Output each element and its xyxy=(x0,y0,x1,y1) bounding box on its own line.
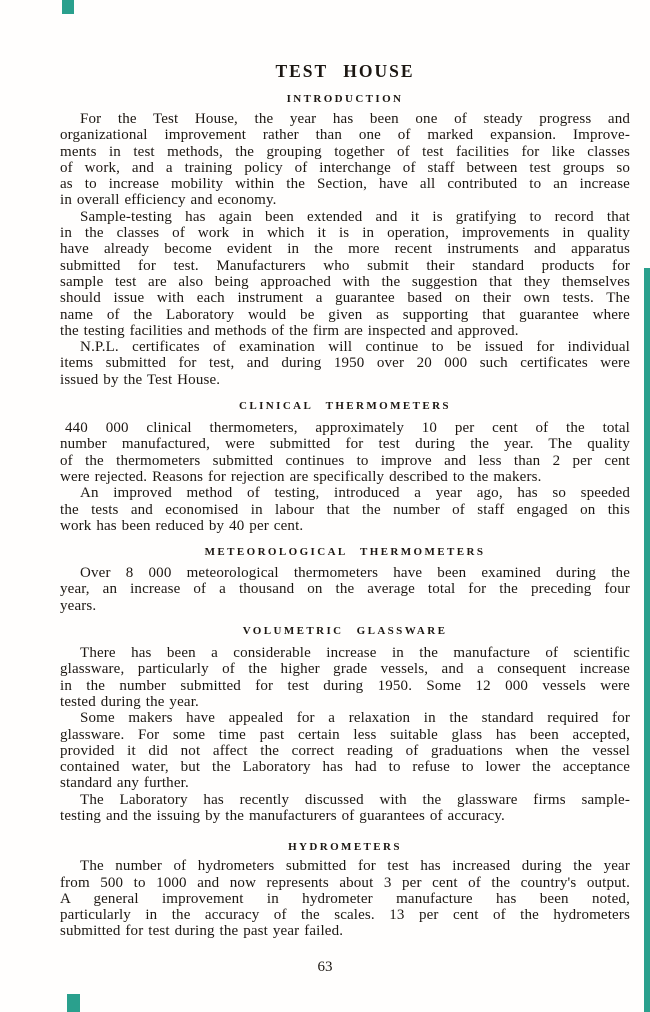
text-line: in the number submitted for test during 1950. Some 12 000 vessels were xyxy=(60,677,630,694)
text-line: in the classes of work in which it is in operation, improvements in quality xyxy=(60,225,630,242)
text-line: number manufactured, were submitted for test during the year. The quality xyxy=(60,436,630,453)
paragraph xyxy=(60,565,630,614)
text-line: The Laboratory has recently discussed with the glassware firms sample- xyxy=(80,791,630,808)
text-line: Some makers have appealed for a relaxation in the standard required for xyxy=(80,710,630,727)
text-line: issued by the Test House. xyxy=(60,371,221,388)
paragraph xyxy=(60,710,630,791)
text-line: in overall efficiency and economy. xyxy=(60,192,277,209)
text-line: The number of hydrometers submitted for test has increased during the year xyxy=(80,858,630,875)
text-line: An improved method of testing, introduced a year ago, has so speeded xyxy=(80,485,630,502)
text-line: glassware, particularly of the higher grade vessels, and a consequent increase xyxy=(60,661,630,678)
text-line: have already become evident in the more recent instruments and apparatus xyxy=(60,241,630,258)
section-clinical-thermometers xyxy=(60,401,630,534)
text-line: N.P.L. certificates of examination will continue to be issued for individual xyxy=(80,339,630,356)
paragraph xyxy=(60,339,630,388)
text-line: tested during the year. xyxy=(60,693,199,710)
text-line: should issue with each instrument a guarantee based on their own tests. The xyxy=(60,290,630,307)
paragraph xyxy=(60,209,630,339)
text-line: were rejected. Reasons for rejection are specifically described to the makers. xyxy=(60,468,542,485)
text-line: 440 000 clinical thermometers, approximately 10 per cent of the total xyxy=(65,420,630,437)
text-line: of work, and a training policy of interchange of staff between test groups so xyxy=(60,159,630,176)
text-line: the testing facilities and methods of the firm are inspected and approved. xyxy=(60,322,519,339)
section-heading: HYDROMETERS xyxy=(288,841,402,854)
text-line: the tests and economised in labour that the number of staff engaged on this xyxy=(60,501,630,518)
text-line: contained water, but the Laboratory has had to refuse to lower the acceptance xyxy=(60,759,630,776)
text-line: particularly in the accuracy of the scales. 13 per cent of the hydrometers xyxy=(60,907,630,924)
section-heading: CLINICAL THERMOMETERS xyxy=(239,400,451,413)
text-line: submitted for test. Manufacturers who submit their standard products for xyxy=(60,257,630,274)
text-line: years. xyxy=(60,597,97,614)
text-line: For the Test House, the year has been one of steady progress and xyxy=(80,111,630,127)
text-line: items submitted for test, and during 1950 over 20 000 such certificates were xyxy=(60,355,630,372)
section-meteorological-thermometers xyxy=(60,547,630,614)
text-line: provided it did not affect the correct reading of graduations when the vessel xyxy=(60,742,630,759)
text-block xyxy=(60,0,630,940)
page-title: TEST HOUSE xyxy=(275,61,415,81)
text-line: ments in test methods, the grouping together of test facilities for like classes xyxy=(60,143,630,160)
scan-edge-mark-right xyxy=(644,268,650,1012)
text-line: submitted for test during the past year failed. xyxy=(60,923,344,940)
section-volumetric-glassware xyxy=(60,626,630,824)
section-hydrometers xyxy=(60,842,630,939)
text-line: name of the Laboratory would be given as supporting that guarantee where xyxy=(60,306,630,323)
text-line: Sample-testing has again been extended and it is gratifying to record that xyxy=(80,208,630,225)
text-line: There has been a considerable increase in the manufacture of scientific xyxy=(80,645,630,662)
text-line: Over 8 000 meteorological thermometers have been examined during the xyxy=(80,565,630,582)
text-line: work has been reduced by 40 per cent. xyxy=(60,517,304,534)
paragraph xyxy=(60,792,630,825)
paragraph xyxy=(60,420,630,485)
paragraph xyxy=(60,858,630,939)
text-line: as to increase mobility within the Section, have all contributed to an increase xyxy=(60,176,630,193)
text-line: standard any further. xyxy=(60,775,189,792)
text-line: A general improvement in hydrometer manufacture has been noted, xyxy=(60,890,630,907)
section-heading: INTRODUCTION xyxy=(286,93,404,105)
text-line: from 500 to 1000 and now represents about 3 per cent of the country's output. xyxy=(60,874,630,891)
text-line: testing and the issuing by the manufacturers of guarantees of accuracy. xyxy=(60,807,505,824)
text-line: year, an increase of a thousand on the average total for the preceding four xyxy=(60,581,630,598)
page-number: 63 xyxy=(317,959,333,975)
paragraph xyxy=(60,485,630,534)
section-heading: VOLUMETRIC GLASSWARE xyxy=(242,625,448,638)
text-line: sample test are also being approached with the suggestion that they themselves xyxy=(60,273,630,290)
paragraph xyxy=(60,111,630,209)
text-line: of the thermometers submitted continues to improve and less than 2 per cent xyxy=(60,452,630,469)
text-line: glassware. For some time past certain less suitable glass has been accepted, xyxy=(60,726,630,743)
paragraph xyxy=(60,645,630,710)
scan-edge-mark-bottom xyxy=(67,994,80,1012)
text-line: organizational improvement rather than one of marked expansion. Improve- xyxy=(60,127,630,144)
section-heading: METEOROLOGICAL THERMOMETERS xyxy=(204,546,486,559)
section-introduction xyxy=(60,94,630,388)
